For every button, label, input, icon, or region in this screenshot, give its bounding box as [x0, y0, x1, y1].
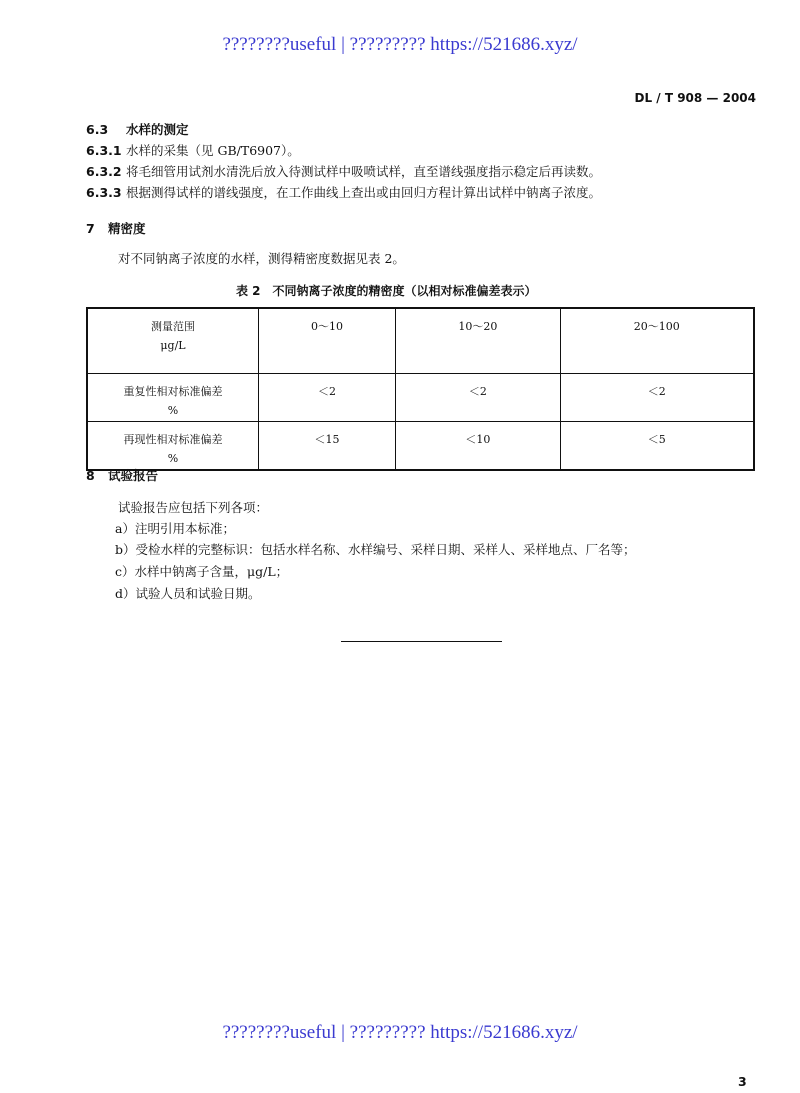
table-cell: ＜15	[259, 422, 396, 471]
section-number: 6.3.2	[86, 164, 122, 179]
section-text: 将毛细管用试剂水清洗后放入待测试样中吸喷试样，直至谱线强度指示稳定后再读数。	[126, 164, 602, 179]
section-number: 6.3.3	[86, 185, 122, 200]
section-6-3-1	[86, 143, 300, 159]
row-unit: μg/L	[160, 339, 186, 352]
table-cell: ＜2	[396, 374, 561, 422]
table-cell: ＜2	[259, 374, 396, 422]
section-7	[86, 221, 146, 237]
list-item: d）试验人员和试验日期。	[115, 586, 261, 601]
table-cell: ＜10	[396, 422, 561, 471]
row-unit: %	[167, 452, 179, 465]
row-label: 重复性相对标准偏差	[123, 385, 223, 398]
row-header	[87, 374, 259, 422]
table-cell: 0～10	[259, 308, 396, 374]
watermark-bottom[interactable]: ????????useful | ????????? https://521686.xyz/	[222, 1022, 578, 1043]
list-item: a）注明引用本标准；	[115, 521, 235, 536]
table-cell: 10～20	[396, 308, 561, 374]
section-title: 试验报告	[108, 468, 159, 483]
row-label: 测量范围	[151, 320, 195, 333]
list-item: c）水样中钠离子含量，μg/L；	[115, 564, 289, 579]
table-cell: ＜5	[560, 422, 754, 471]
section-8	[86, 468, 158, 484]
table-row	[87, 422, 754, 471]
section-6-3-3	[86, 185, 601, 201]
section-title: 水样的测定	[126, 122, 189, 137]
table-cell: ＜2	[560, 374, 754, 422]
precision-table	[86, 307, 755, 471]
row-header	[87, 308, 259, 374]
section-number: 6.3.1	[86, 143, 122, 158]
section-text: 水样的采集（见 GB/T6907）。	[126, 143, 300, 158]
section-6-3	[86, 122, 189, 138]
document-header: DL / T 908 — 2004	[634, 91, 756, 105]
end-rule	[341, 641, 502, 642]
table-cell: 20～100	[560, 308, 754, 374]
table-caption: 表 2 不同钠离子浓度的精密度（以相对标准偏差表示）	[236, 284, 537, 298]
watermark-top[interactable]: ????????useful | ????????? https://521686.xyz/	[222, 34, 578, 55]
row-unit: %	[167, 404, 179, 417]
row-label: 再现性相对标准偏差	[123, 433, 223, 446]
section-number: 7	[86, 221, 95, 236]
section-8-paragraph: 试验报告应包括下列各项：	[118, 500, 269, 515]
section-7-paragraph: 对不同钠离子浓度的水样，测得精密度数据见表 2。	[118, 251, 405, 266]
section-title: 精密度	[108, 221, 146, 236]
table-row	[87, 374, 754, 422]
row-header	[87, 422, 259, 471]
table-row	[87, 308, 754, 374]
section-number: 8	[86, 468, 95, 483]
section-6-3-2	[86, 164, 601, 180]
section-text: 根据测得试样的谱线强度，在工作曲线上查出或由回归方程计算出试样中钠离子浓度。	[126, 185, 602, 200]
page-number: 3	[738, 1074, 747, 1089]
section-number: 6.3	[86, 122, 109, 137]
list-item: b）受检水样的完整标识：包括水样名称、水样编号、采样日期、采样人、采样地点、厂名等；	[115, 542, 636, 557]
